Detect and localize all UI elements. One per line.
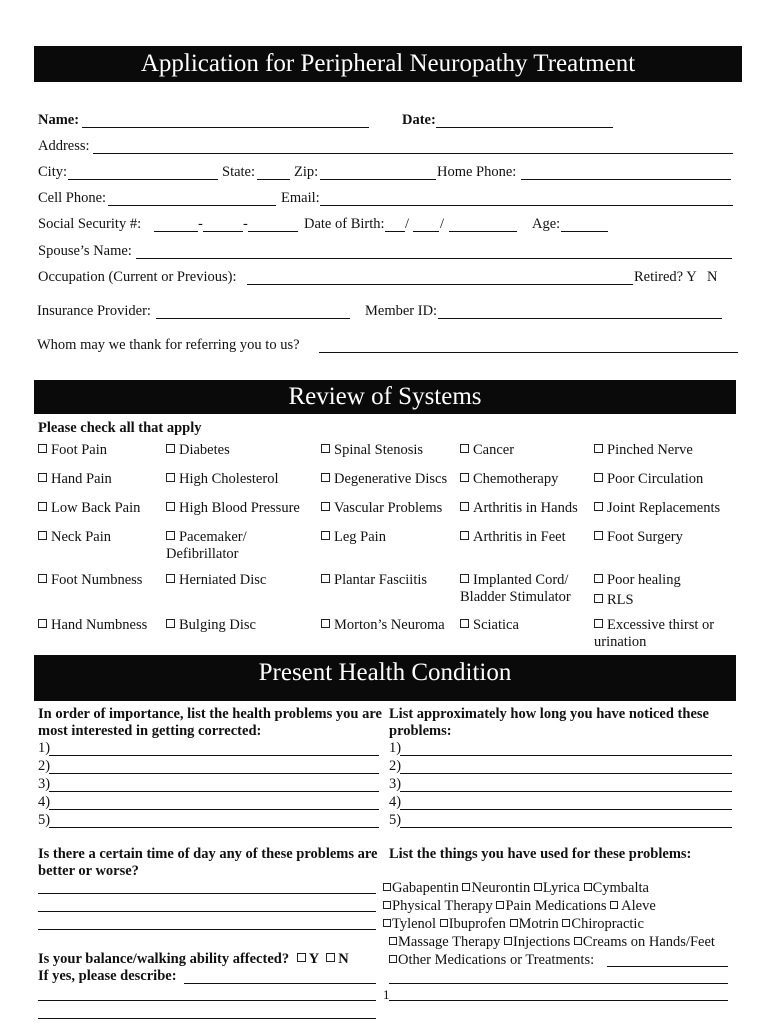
- checkbox-chemotherapy[interactable]: [460, 471, 558, 488]
- checkbox-icon[interactable]: [38, 619, 47, 628]
- right-line-1[interactable]: [400, 755, 732, 756]
- checkbox-label: Cancer: [473, 442, 515, 458]
- treatment-row-3: [383, 916, 644, 933]
- checkbox-label: Diabetes: [179, 442, 230, 458]
- balance-question: [38, 951, 349, 968]
- checkbox-label: Degenerative Discs: [334, 471, 448, 487]
- ssn-label: Social Security #:: [38, 216, 142, 232]
- form-title: Application for Peripheral Neuropathy Treatment: [140, 50, 636, 77]
- checkbox-icon[interactable]: [440, 919, 448, 927]
- right-line-4[interactable]: [400, 809, 732, 810]
- checkbox-label: Herniated Disc: [179, 572, 267, 588]
- address-field[interactable]: [93, 153, 733, 154]
- checkbox-icon[interactable]: [594, 619, 603, 628]
- other-line-2[interactable]: [389, 1000, 728, 1001]
- zip-field[interactable]: [320, 179, 436, 180]
- checkbox-label: Foot Surgery: [607, 529, 683, 545]
- state-field[interactable]: [257, 179, 290, 180]
- treatment-row-1: [383, 880, 649, 897]
- checkbox-label: Bulging Disc: [179, 617, 256, 633]
- present-health-section-bar: [34, 655, 736, 701]
- time-line-1[interactable]: [38, 893, 376, 894]
- checkbox-icon[interactable]: [166, 574, 175, 583]
- home-phone-field[interactable]: [521, 179, 731, 180]
- dob-label: Date of Birth:: [304, 216, 385, 232]
- checkbox-icon[interactable]: [460, 444, 469, 453]
- dob-slash-2: /: [440, 216, 445, 232]
- left-num-2: 2): [38, 758, 51, 774]
- review-section-title: Review of Systems: [288, 383, 482, 410]
- checkbox-icon[interactable]: [389, 955, 397, 963]
- right-line-5[interactable]: [400, 827, 732, 828]
- occupation-field[interactable]: [247, 284, 633, 285]
- treatment-motrin[interactable]: Motrin: [518, 916, 559, 932]
- balance-yes-label: Y: [308, 951, 319, 967]
- checkbox-foot-surgery[interactable]: [594, 529, 683, 546]
- treatment-row-5: [389, 952, 594, 969]
- describe-line-3[interactable]: [38, 1018, 376, 1019]
- treatment-injections[interactable]: Injections: [513, 934, 571, 950]
- checkbox-label: Foot Numbness: [51, 572, 143, 588]
- member-id-field[interactable]: [438, 318, 722, 319]
- dob-month-field[interactable]: [385, 231, 405, 232]
- age-label: Age:: [532, 216, 561, 232]
- checkbox-icon[interactable]: [594, 574, 603, 583]
- ssn-field-1[interactable]: [154, 231, 198, 232]
- checkbox-low-back-pain[interactable]: [38, 500, 140, 517]
- checkbox-label: Pacemaker/ Defibrillator: [166, 529, 247, 562]
- checkbox-plantar-fasciitis[interactable]: [321, 572, 427, 589]
- review-section-bar: [34, 380, 736, 414]
- treatment-row-4: [389, 934, 715, 951]
- other-line-1[interactable]: [389, 983, 728, 984]
- retired-label: Retired? Y N: [634, 269, 718, 285]
- left-num-1: 1): [38, 740, 51, 756]
- checkbox-spinal-stenosis[interactable]: [321, 442, 423, 459]
- spouse-field[interactable]: [136, 258, 732, 259]
- checkbox-icon[interactable]: [38, 502, 47, 511]
- treatment-row-2: [383, 898, 656, 915]
- member-id-label: Member ID:: [365, 303, 438, 319]
- checkbox-label: Spinal Stenosis: [334, 442, 424, 458]
- checkbox-mortons-neuroma[interactable]: [321, 617, 445, 634]
- checkbox-icon[interactable]: [594, 531, 603, 540]
- email-field[interactable]: [320, 205, 733, 206]
- treatment-aleve[interactable]: Aleve: [621, 898, 656, 914]
- other-treatment-field[interactable]: [607, 966, 728, 967]
- date-field[interactable]: [436, 127, 613, 128]
- checkbox-icon[interactable]: [574, 937, 582, 945]
- checkbox-icon[interactable]: [166, 531, 175, 540]
- checkbox-label: Hand Numbness: [51, 617, 148, 633]
- describe-line-2[interactable]: [38, 1000, 376, 1001]
- checkbox-high-cholesterol[interactable]: [166, 471, 278, 488]
- left-line-1[interactable]: [49, 755, 379, 756]
- referral-field[interactable]: [319, 352, 738, 353]
- checkbox-foot-numbness[interactable]: [38, 572, 142, 589]
- cell-phone-label: Cell Phone:: [38, 190, 107, 206]
- checkbox-arthritis-feet[interactable]: [460, 529, 566, 546]
- checkbox-label: Pinched Nerve: [607, 442, 693, 458]
- checkbox-vascular-problems[interactable]: [321, 500, 442, 517]
- left-num-4: 4): [38, 794, 51, 810]
- treatment-neurontin[interactable]: Neurontin: [471, 880, 531, 896]
- checkbox-icon[interactable]: [594, 473, 603, 482]
- checkbox-icon[interactable]: [594, 502, 603, 511]
- checkbox-excessive-thirst[interactable]: [594, 617, 729, 651]
- checkbox-implanted-cord[interactable]: [460, 572, 585, 606]
- checkbox-icon[interactable]: [38, 473, 47, 482]
- insurance-field[interactable]: [156, 318, 350, 319]
- treatment-ibuprofen[interactable]: Ibuprofen: [448, 916, 506, 932]
- time-line-3[interactable]: [38, 929, 376, 930]
- checkbox-label: Joint Replacements: [607, 500, 721, 516]
- present-health-section-title: Present Health Condition: [258, 659, 512, 686]
- checkbox-pinched-nerve[interactable]: [594, 442, 693, 459]
- spouse-label: Spouse’s Name:: [38, 243, 132, 259]
- checkbox-rls[interactable]: [594, 592, 634, 609]
- checkbox-label: Arthritis in Hands: [473, 500, 578, 516]
- checkbox-label: Neck Pain: [51, 529, 111, 545]
- checkbox-high-blood-pressure[interactable]: [166, 500, 300, 517]
- treatment-massage-therapy[interactable]: Massage Therapy: [398, 934, 501, 950]
- dob-day-field[interactable]: [413, 231, 439, 232]
- left-line-5[interactable]: [49, 827, 379, 828]
- checkbox-icon[interactable]: [510, 919, 518, 927]
- checkbox-label: Sciatica: [473, 617, 519, 633]
- checkbox-hand-pain[interactable]: [38, 471, 112, 488]
- ssn-field-2[interactable]: [203, 231, 243, 232]
- address-label: Address:: [38, 138, 90, 154]
- city-label: City:: [38, 164, 68, 180]
- checkbox-label: Arthritis in Feet: [473, 529, 566, 545]
- checkbox-label: Excessive thirst or urination: [594, 617, 715, 650]
- right-num-1: 1): [389, 740, 402, 756]
- checkbox-icon[interactable]: [460, 531, 469, 540]
- checkbox-label: Poor healing: [607, 572, 681, 588]
- dob-slash-1: /: [405, 216, 410, 232]
- referral-label: Whom may we thank for referring you to us?: [37, 337, 300, 353]
- checkbox-icon[interactable]: [610, 901, 618, 909]
- name-field[interactable]: [82, 127, 369, 128]
- occupation-label: Occupation (Current or Previous):: [38, 269, 237, 285]
- checkbox-icon[interactable]: [496, 901, 504, 909]
- right-num-3: 3): [389, 776, 402, 792]
- checkbox-icon[interactable]: [321, 473, 330, 482]
- checkbox-icon[interactable]: [460, 619, 469, 628]
- ssn-dash-1: -: [198, 216, 203, 232]
- treatment-creams[interactable]: Creams on Hands/Feet: [582, 934, 715, 950]
- checkbox-icon[interactable]: [534, 883, 542, 891]
- treatment-pain-medications[interactable]: Pain Medications: [505, 898, 607, 914]
- checkbox-icon[interactable]: [166, 473, 175, 482]
- checkbox-icon[interactable]: [166, 502, 175, 511]
- checkbox-icon[interactable]: [38, 531, 47, 540]
- name-label: Name:: [38, 112, 80, 128]
- checkbox-icon[interactable]: [383, 901, 391, 909]
- checkbox-herniated-disc[interactable]: [166, 572, 266, 589]
- right-num-2: 2): [389, 758, 402, 774]
- checkbox-label: RLS: [607, 592, 634, 608]
- left-num-3: 3): [38, 776, 51, 792]
- checkbox-icon[interactable]: [321, 531, 330, 540]
- check-instruction: Please check all that apply: [38, 420, 202, 436]
- treatment-physical-therapy[interactable]: Physical Therapy: [392, 898, 493, 914]
- checkbox-label: Hand Pain: [51, 471, 112, 487]
- checkbox-label: High Cholesterol: [179, 471, 279, 487]
- right-num-5: 5): [389, 812, 402, 828]
- checkbox-icon[interactable]: [462, 883, 470, 891]
- checkbox-icon[interactable]: [594, 444, 603, 453]
- time-line-2[interactable]: [38, 911, 376, 912]
- checkbox-icon[interactable]: [460, 502, 469, 511]
- checkbox-icon[interactable]: [38, 444, 47, 453]
- checkbox-icon[interactable]: [584, 883, 592, 891]
- describe-label: If yes, please describe:: [38, 968, 177, 984]
- checkbox-poor-healing[interactable]: [594, 572, 681, 589]
- checkbox-poor-circulation[interactable]: [594, 471, 703, 488]
- checkbox-label: Chemotherapy: [473, 471, 559, 487]
- checkbox-icon[interactable]: [166, 444, 175, 453]
- checkbox-arthritis-hands[interactable]: [460, 500, 578, 517]
- checkbox-icon[interactable]: [460, 574, 469, 583]
- time-of-day-question: Is there a certain time of day any of these problems are better or worse?: [38, 846, 378, 879]
- checkbox-label: Vascular Problems: [334, 500, 443, 516]
- checkbox-label: Low Back Pain: [51, 500, 141, 516]
- treatment-tylenol[interactable]: Tylenol: [392, 916, 437, 932]
- checkbox-leg-pain[interactable]: [321, 529, 386, 546]
- checkbox-icon[interactable]: [321, 574, 330, 583]
- checkbox-icon[interactable]: [594, 594, 603, 603]
- right-question: List approximately how long you have noticed these problems:: [389, 706, 709, 739]
- treatment-cymbalta[interactable]: Cymbalta: [592, 880, 649, 896]
- last-line-marker: 1: [383, 987, 390, 1002]
- checkbox-icon[interactable]: [460, 473, 469, 482]
- checkbox-label: Morton’s Neuroma: [334, 617, 445, 633]
- right-num-4: 4): [389, 794, 402, 810]
- date-label: Date:: [402, 112, 436, 128]
- treatment-other[interactable]: Other Medications or Treatments:: [398, 952, 595, 968]
- cell-phone-field[interactable]: [108, 205, 276, 206]
- right-line-3[interactable]: [400, 791, 732, 792]
- checkbox-icon[interactable]: [321, 502, 330, 511]
- checkbox-icon[interactable]: [383, 883, 391, 891]
- ssn-dash-2: -: [243, 216, 248, 232]
- left-line-3[interactable]: [49, 791, 379, 792]
- checkbox-label: Plantar Fasciitis: [334, 572, 428, 588]
- home-phone-label: Home Phone:: [437, 164, 517, 180]
- age-field[interactable]: [561, 231, 608, 232]
- balance-question-text: Is your balance/walking ability affected?: [38, 951, 290, 967]
- right-line-2[interactable]: [400, 773, 732, 774]
- checkbox-neck-pain[interactable]: [38, 529, 111, 546]
- checkbox-hand-numbness[interactable]: [38, 617, 147, 634]
- checkbox-icon[interactable]: [321, 444, 330, 453]
- form-title-bar: [34, 46, 742, 82]
- checkbox-cancer[interactable]: [460, 442, 514, 459]
- checkbox-label: Poor Circulation: [607, 471, 704, 487]
- checkbox-diabetes[interactable]: [166, 442, 230, 459]
- balance-no-checkbox[interactable]: [326, 953, 335, 962]
- treatment-lyrica[interactable]: Lyrica: [542, 880, 580, 896]
- checkbox-icon[interactable]: [166, 619, 175, 628]
- checkbox-label: Implanted Cord/ Bladder Stimulator: [460, 572, 571, 605]
- left-question: In order of importance, list the health problems you are most interested in getting corrected:: [38, 706, 382, 739]
- left-num-5: 5): [38, 812, 51, 828]
- checkbox-label: Leg Pain: [334, 529, 386, 545]
- checkbox-bulging-disc[interactable]: [166, 617, 256, 634]
- checkbox-icon[interactable]: [562, 919, 570, 927]
- treatment-gabapentin[interactable]: Gabapentin: [392, 880, 459, 896]
- checkbox-icon[interactable]: [321, 619, 330, 628]
- checkbox-sciatica[interactable]: [460, 617, 519, 634]
- checkbox-label: Foot Pain: [51, 442, 107, 458]
- things-used-question: List the things you have used for these problems:: [389, 846, 692, 862]
- checkbox-joint-replacements[interactable]: [594, 500, 720, 517]
- left-line-2[interactable]: [49, 773, 379, 774]
- treatment-chiropractic[interactable]: Chiropractic: [571, 916, 644, 932]
- state-label: State:: [222, 164, 256, 180]
- checkbox-icon[interactable]: [38, 574, 47, 583]
- left-line-4[interactable]: [49, 809, 379, 810]
- checkbox-icon[interactable]: [383, 919, 391, 927]
- checkbox-foot-pain[interactable]: [38, 442, 107, 459]
- insurance-label: Insurance Provider:: [37, 303, 151, 319]
- dob-year-field[interactable]: [449, 231, 517, 232]
- describe-line-1[interactable]: [184, 983, 376, 984]
- zip-label: Zip:: [294, 164, 319, 180]
- ssn-field-3[interactable]: [248, 231, 298, 232]
- city-field[interactable]: [68, 179, 218, 180]
- balance-yes-checkbox[interactable]: [297, 953, 306, 962]
- balance-no-label: N: [338, 951, 349, 967]
- checkbox-icon[interactable]: [389, 937, 397, 945]
- checkbox-pacemaker[interactable]: [166, 529, 271, 563]
- checkbox-degenerative-discs[interactable]: [321, 471, 447, 488]
- checkbox-icon[interactable]: [504, 937, 512, 945]
- email-label: Email:: [281, 190, 320, 206]
- checkbox-label: High Blood Pressure: [179, 500, 300, 516]
